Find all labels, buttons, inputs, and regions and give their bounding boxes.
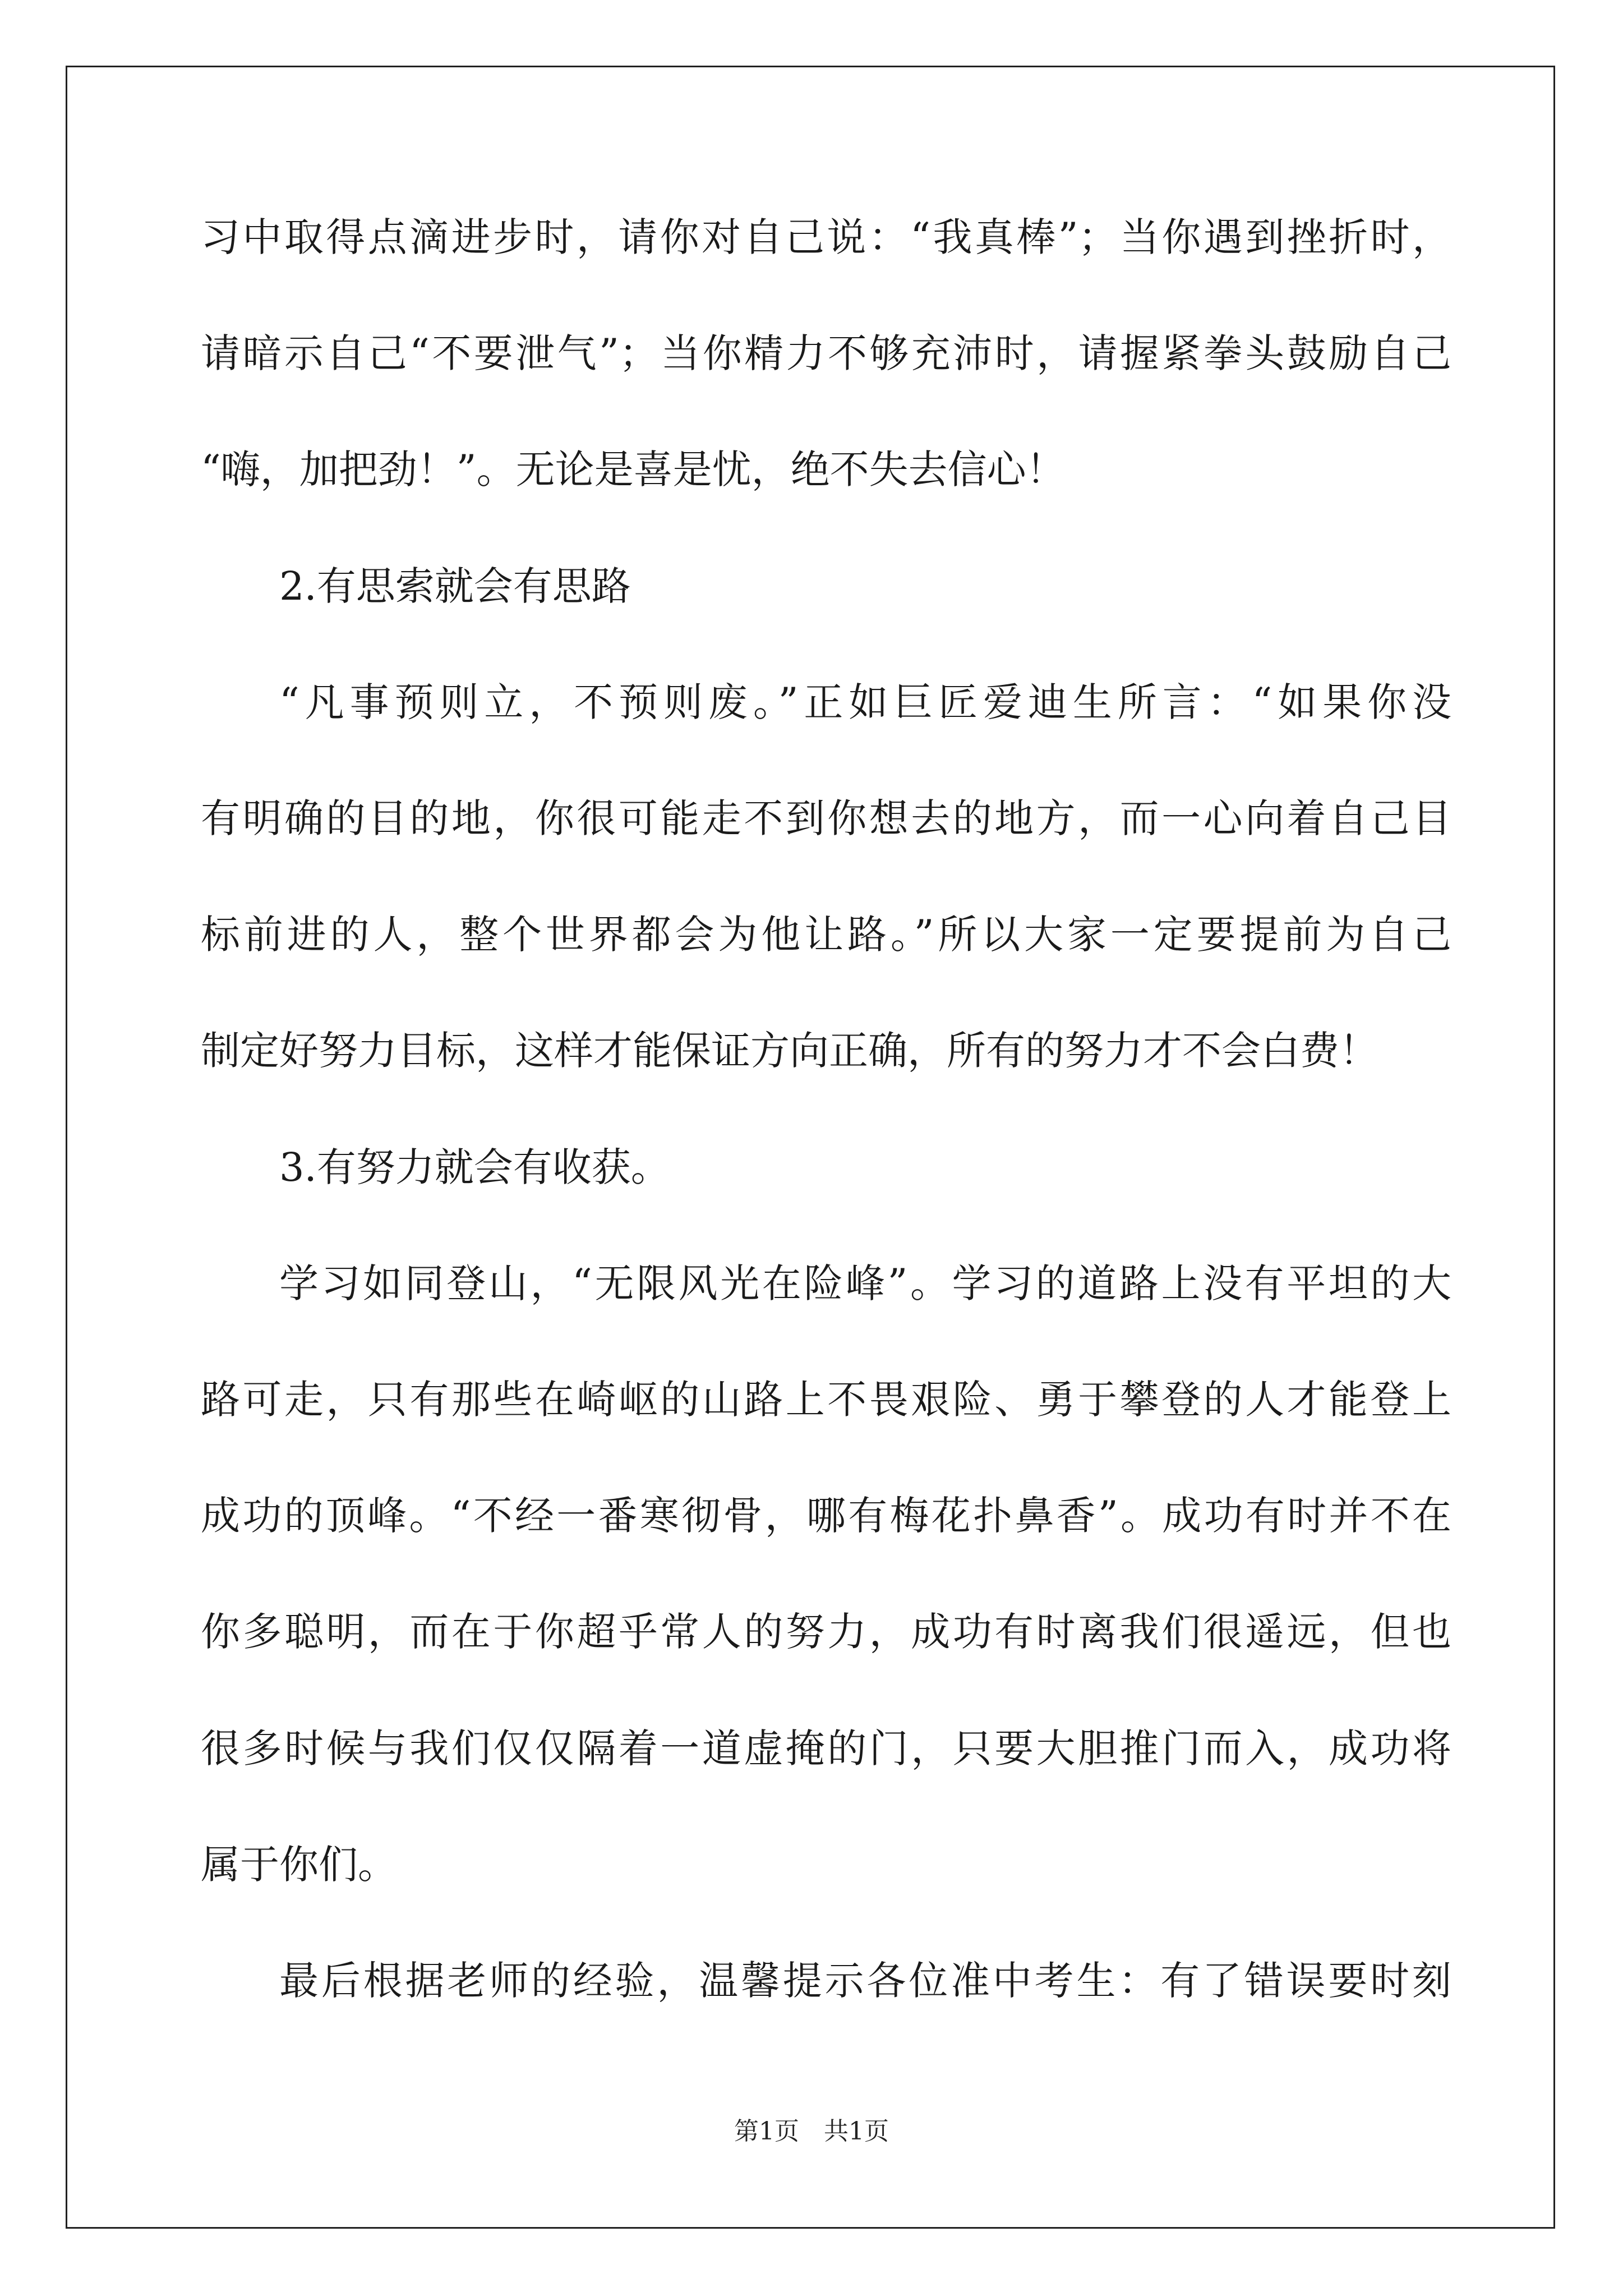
text-line: 属于你们。 <box>201 1842 397 1888</box>
text-line: 习中取得点滴进步时，请你对自己说：“我真棒”；当你遇到挫折时， <box>201 214 1451 260</box>
text-line: 标前进的人，整个世界都会为他让路。”所以大家一定要提前为自己 <box>201 912 1451 958</box>
text-line: “嗨，加把劲！”。无论是喜是忧，绝不失去信心！ <box>201 447 1066 493</box>
page-footer: 第1页 共1页 <box>734 2117 889 2146</box>
text-line: 成功的顶峰。“不经一番寒彻骨，哪有梅花扑鼻香”。成功有时并不在 <box>201 1493 1451 1539</box>
section-heading: 2.有思索就会有思路 <box>279 563 631 609</box>
text-line: 最后根据老师的经验，温馨提示各位准中考生：有了错误要时刻 <box>279 1958 1451 2004</box>
text-line: 请暗示自己“不要泄气”；当你精力不够充沛时，请握紧拳头鼓励自己 <box>201 330 1451 376</box>
text-line: “凡事预则立，不预则废。”正如巨匠爱迪生所言：“如果你没 <box>279 679 1451 725</box>
text-line: 有明确的目的地，你很可能走不到你想去的地方，而一心向着自己目 <box>201 795 1451 841</box>
text-line: 很多时候与我们仅仅隔着一道虚掩的门，只要大胆推门而入，成功将 <box>201 1726 1451 1772</box>
text-line: 路可走，只有那些在崎岖的山路上不畏艰险、勇于攀登的人才能登上 <box>201 1377 1451 1423</box>
text-line: 学习如同登山，“无限风光在险峰”。学习的道路上没有平坦的大 <box>279 1260 1451 1306</box>
text-line: 制定好努力目标，这样才能保证方向正确，所有的努力才不会白费！ <box>201 1028 1378 1074</box>
text-line: 你多聪明，而在于你超乎常人的努力，成功有时离我们很遥远，但也 <box>201 1609 1451 1655</box>
section-heading: 3.有努力就会有收获。 <box>279 1144 670 1190</box>
